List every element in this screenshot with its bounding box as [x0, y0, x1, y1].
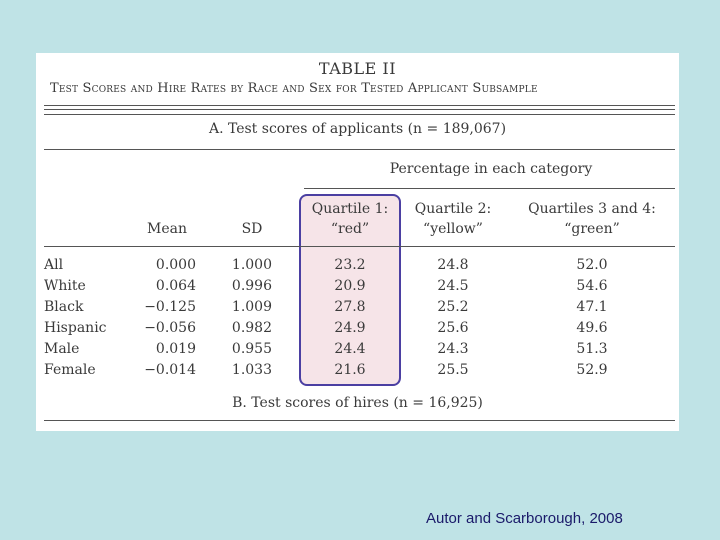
cell-mean: 0.019	[155, 341, 196, 357]
cell-q2: 24.5	[437, 278, 469, 294]
cell-q34: 52.0	[576, 257, 608, 273]
cell-q2: 25.6	[437, 320, 469, 336]
rule-top	[44, 105, 675, 106]
cell-q1: 27.8	[334, 299, 366, 315]
cell-mean: 0.000	[155, 257, 196, 273]
table-title: TABLE II	[318, 59, 397, 78]
row-label: Male	[44, 341, 80, 357]
category-header: Percentage in each category	[389, 161, 593, 177]
cell-q34: 47.1	[576, 299, 608, 315]
cell-q1: 20.9	[334, 278, 366, 294]
cell-sd: 0.996	[231, 278, 272, 294]
rule-panel-a	[44, 149, 675, 150]
cell-q34: 49.6	[576, 320, 608, 336]
panel-a-heading: A. Test scores of applicants (n = 189,067)	[208, 121, 507, 137]
table-subtitle: Test Scores and Hire Rates by Race and Sex for Tested Applicant Subsample	[50, 81, 538, 96]
col-header-q2-line1: Quartile 2:	[414, 201, 492, 217]
row-label: Female	[44, 362, 96, 378]
cell-q1: 24.9	[334, 320, 366, 336]
rule-header	[44, 246, 675, 247]
row-label: Hispanic	[44, 320, 107, 336]
row-label: All	[44, 257, 64, 273]
cell-sd: 1.033	[231, 362, 272, 378]
cell-mean: 0.064	[155, 278, 196, 294]
cell-mean: −0.125	[144, 299, 196, 315]
rule-top-double	[44, 109, 675, 110]
row-label: Black	[44, 299, 84, 315]
row-label: White	[44, 278, 86, 294]
col-header-mean: Mean	[147, 221, 187, 237]
cell-q1: 24.4	[334, 341, 366, 357]
cell-q2: 25.2	[437, 299, 469, 315]
cell-q2: 24.8	[437, 257, 469, 273]
col-header-q2-line2: “yellow”	[423, 221, 483, 237]
panel-b-heading: B. Test scores of hires (n = 16,925)	[232, 395, 483, 411]
cell-sd: 1.000	[231, 257, 272, 273]
rule-top-triple	[44, 114, 675, 115]
col-header-q34-line2: “green”	[564, 221, 620, 237]
col-header-q34-line1: Quartiles 3 and 4:	[528, 201, 656, 217]
cell-q1: 23.2	[334, 257, 366, 273]
cell-q2: 25.5	[437, 362, 469, 378]
cell-mean: −0.056	[144, 320, 196, 336]
rule-category	[304, 188, 675, 189]
cell-q34: 54.6	[576, 278, 608, 294]
cell-q34: 52.9	[576, 362, 608, 378]
cell-q1: 21.6	[334, 362, 366, 378]
cell-q2: 24.3	[437, 341, 469, 357]
rule-panel-b	[44, 420, 675, 421]
cell-sd: 0.955	[231, 341, 272, 357]
citation-credit: Autor and Scarborough, 2008	[426, 510, 623, 527]
cell-mean: −0.014	[144, 362, 196, 378]
table-image	[36, 53, 679, 431]
cell-sd: 0.982	[231, 320, 272, 336]
cell-q34: 51.3	[576, 341, 608, 357]
col-header-q1-line1: Quartile 1:	[311, 201, 389, 217]
col-header-sd: SD	[241, 221, 263, 237]
col-header-q1-line2: “red”	[330, 221, 370, 237]
cell-sd: 1.009	[231, 299, 272, 315]
